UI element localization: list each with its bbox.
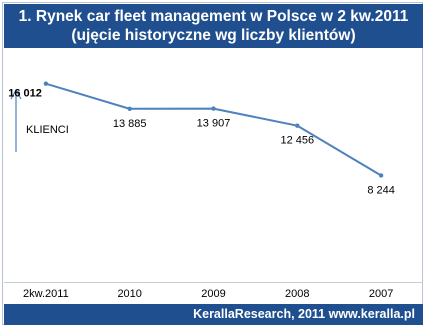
data-point	[128, 107, 132, 111]
data-point	[379, 173, 383, 177]
data-point	[211, 106, 215, 110]
chart-subtitle: (ujęcie historyczne wg liczby klientów)	[71, 27, 356, 44]
x-tick-label: 2kw.2011	[23, 288, 69, 300]
x-tick-label: 2008	[285, 288, 310, 300]
chart-title	[4, 4, 423, 48]
x-tick-label: 2009	[201, 288, 226, 300]
x-tick-label: 2010	[117, 288, 142, 300]
data-label: 13 907	[196, 117, 231, 130]
data-label: 16 012	[8, 87, 42, 100]
line-chart-svg	[4, 52, 423, 282]
x-axis	[4, 282, 423, 305]
footer-source: KerallaResearch, 2011 www.keralla.pl	[4, 304, 423, 325]
chart-title-line1: 1. Rynek car fleet management w Polsce w 2 kw.2011	[18, 8, 409, 25]
series-line	[46, 84, 381, 176]
data-label: 8 244	[367, 184, 395, 197]
data-label: 13 885	[112, 117, 147, 130]
x-tick-label: 2007	[368, 288, 394, 300]
data-label: 12 456	[280, 134, 315, 147]
y-axis-label: KLIENCI	[26, 124, 69, 136]
data-point	[295, 124, 299, 128]
data-point	[44, 81, 48, 85]
plot-area	[4, 52, 423, 282]
